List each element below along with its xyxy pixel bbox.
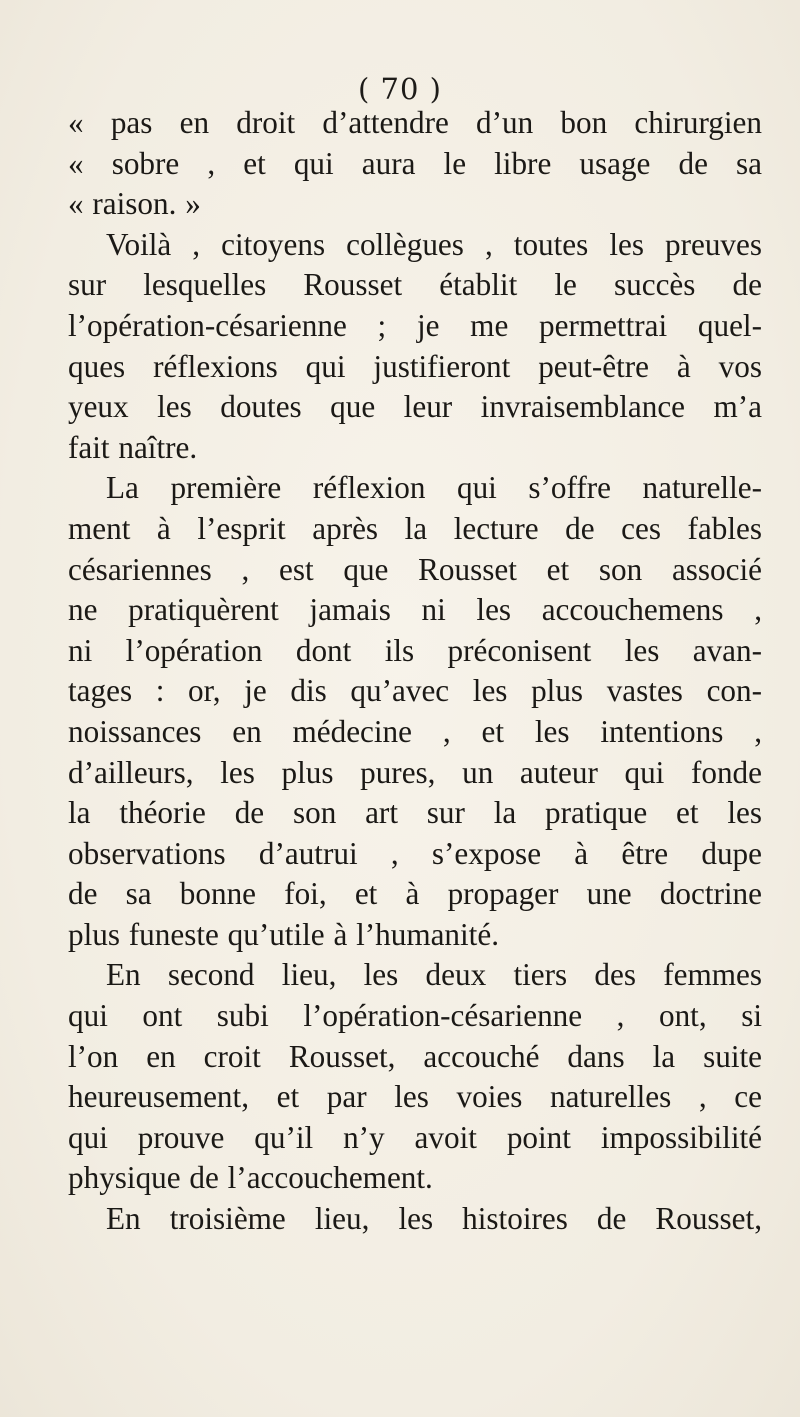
text-line: d’ailleurs, les plus pures, un auteur qui fonde (68, 754, 762, 790)
text-line: yeux les doutes que leur invraisemblance m’a (68, 389, 762, 425)
text-line: sur lesquelles Rousset établit le succès de (68, 267, 762, 303)
text-line: « raison. » (68, 186, 201, 222)
text-line: plus funeste qu’utile à l’humanité. (68, 916, 499, 952)
body-text (68, 103, 762, 1240)
text-line: fait naître. (68, 429, 198, 465)
text-line: qui prouve qu’il n’y avoit point impossibilité (68, 1119, 762, 1155)
text-line: la théorie de son art sur la pratique et les (68, 795, 762, 831)
text-line: ment à l’esprit après la lecture de ces fables (68, 510, 762, 546)
text-line: En second lieu, les deux tiers des femmes (106, 957, 762, 993)
text-line: qui ont subi l’opération-césarienne , ont, si (68, 998, 762, 1034)
text-line: de sa bonne foi, et à propager une doctrine (68, 876, 762, 912)
text-line: observations d’autrui , s’expose à être dupe (68, 835, 762, 871)
text-line: « pas en droit d’attendre d’un bon chirurgien (68, 105, 762, 140)
text-line: tages : or, je dis qu’avec les plus vastes con- (68, 673, 762, 709)
text-line: l’opération-césarienne ; je me permettrai quel- (68, 307, 762, 343)
page-number: ( 70 ) (358, 72, 442, 106)
text-line: césariennes , est que Rousset et son associé (68, 551, 762, 587)
text-line: ni l’opération dont ils préconisent les avan- (68, 632, 762, 668)
text-line: ques réflexions qui justifieront peut-être à vos (68, 348, 762, 384)
text-line: noissances en médecine , et les intentions , (68, 713, 762, 749)
text-line: l’on en croit Rousset, accouché dans la suite (68, 1038, 762, 1074)
text-line: ne pratiquèrent jamais ni les accouchemens , (68, 592, 762, 628)
text-line: La première réflexion qui s’offre naturelle- (106, 470, 762, 506)
text-line: « sobre , et qui aura le libre usage de sa (68, 145, 762, 181)
text-line: Voilà , citoyens collègues , toutes les preuves (106, 226, 762, 262)
text-line: physique de l’accouchement. (68, 1160, 433, 1196)
text-line: heureusement, et par les voies naturelles , ce (68, 1079, 762, 1115)
text-line: En troisième lieu, les histoires de Rousset, (106, 1201, 762, 1237)
